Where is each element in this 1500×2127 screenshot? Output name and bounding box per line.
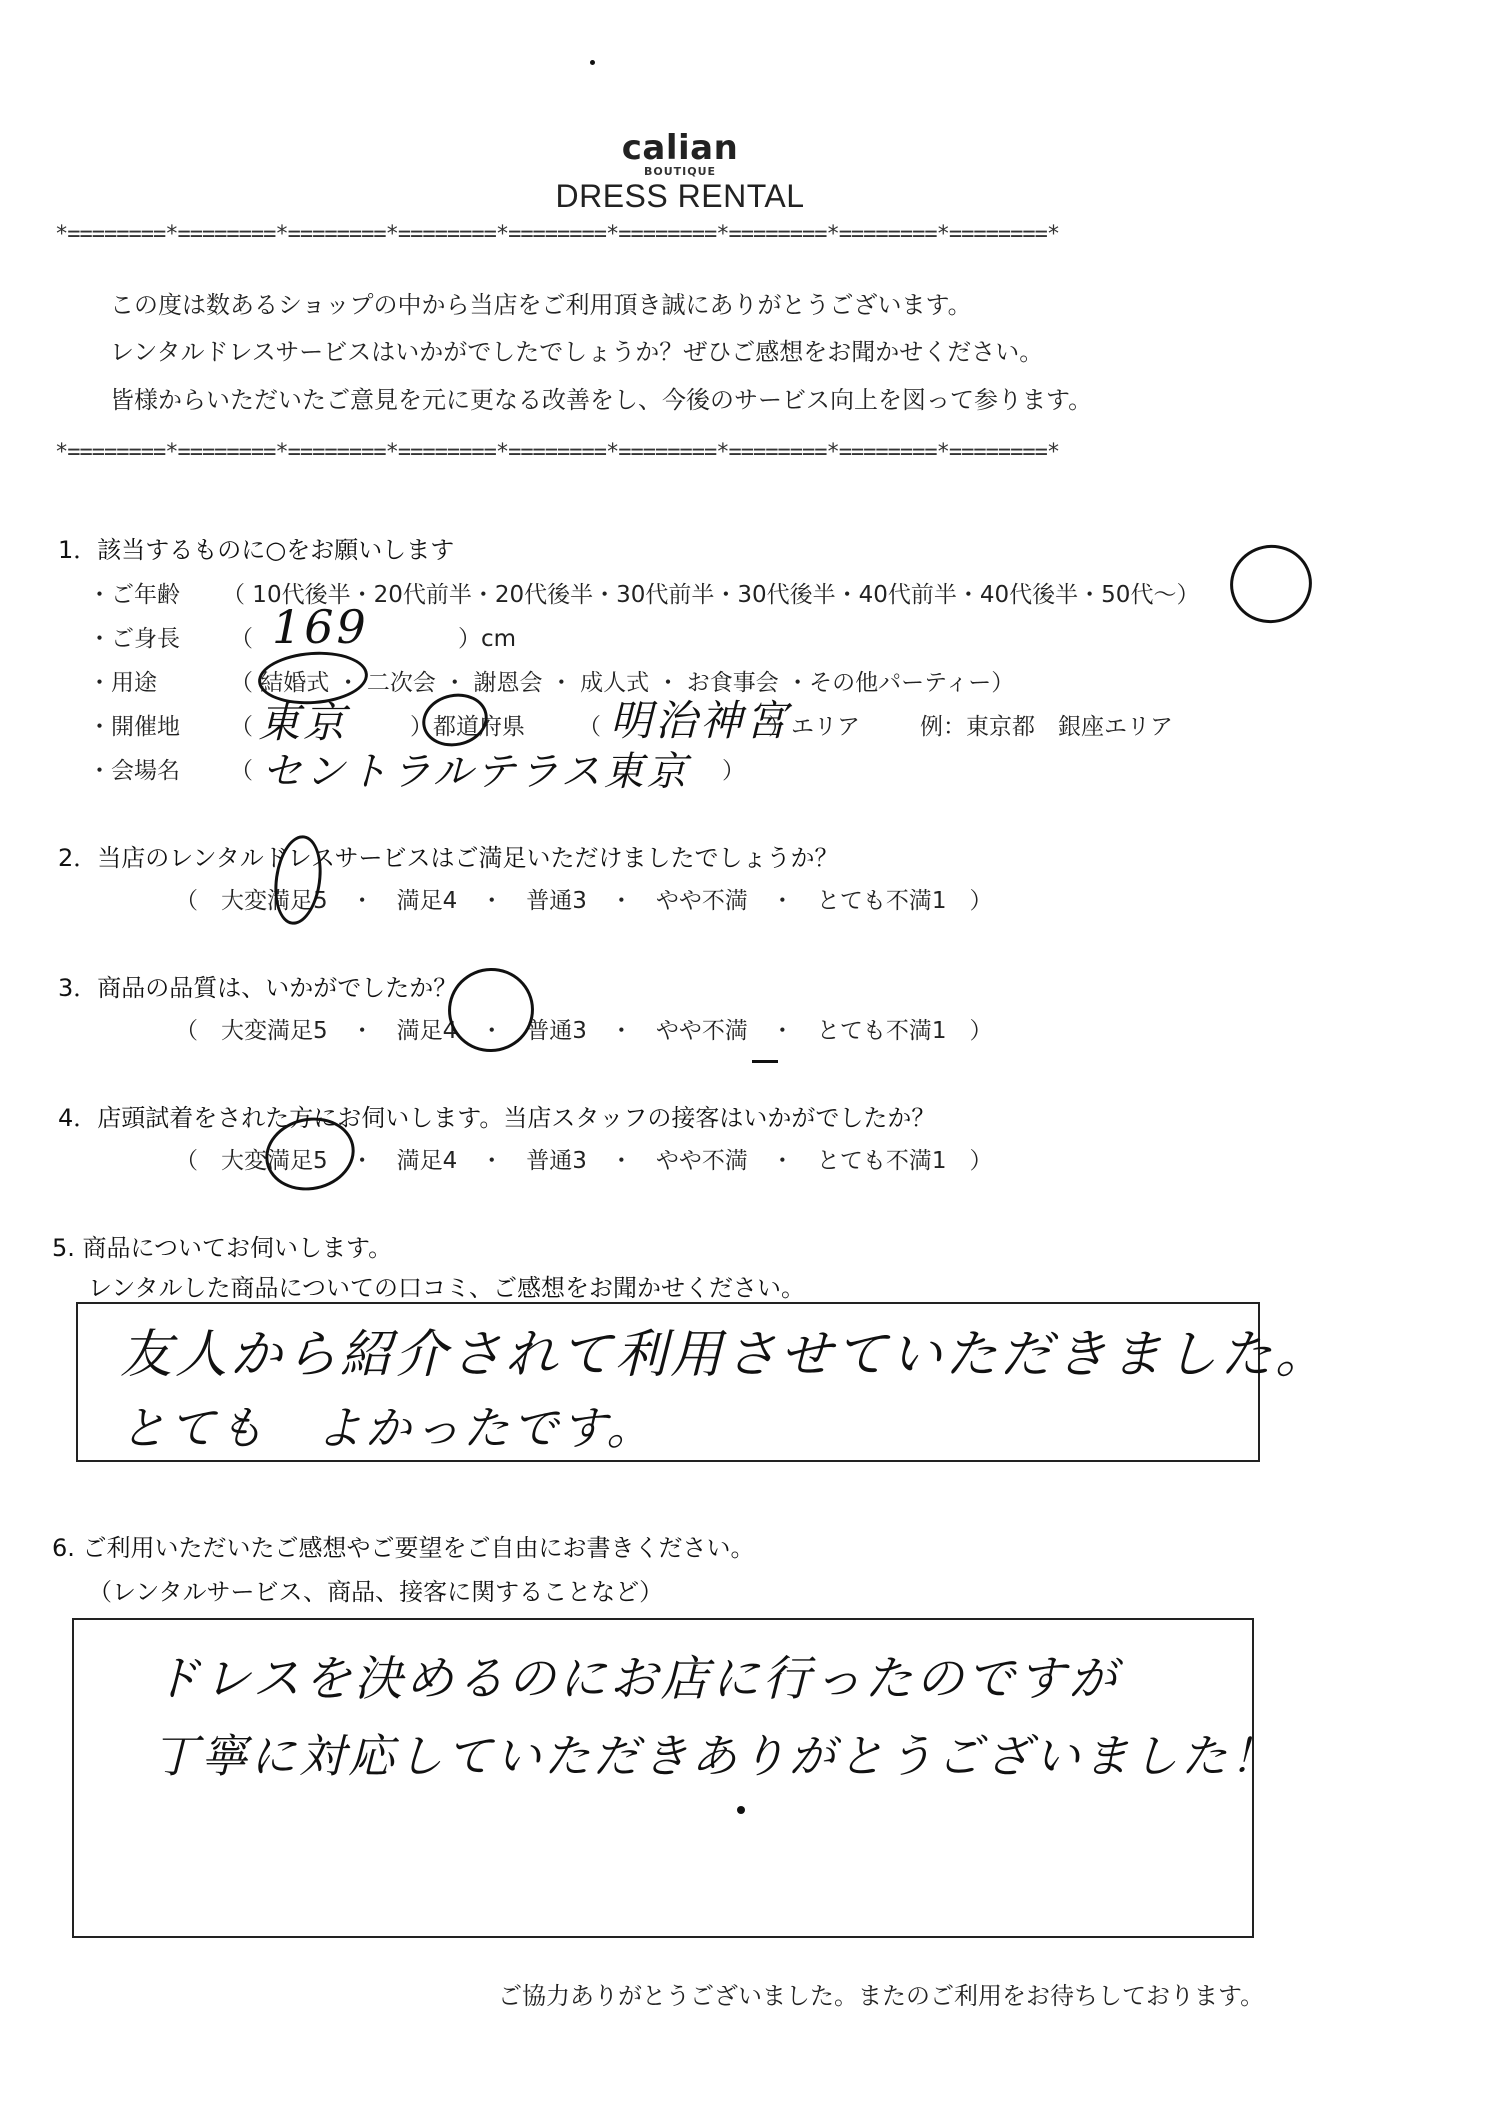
- q2-options: （ 大変満足5 ・ 満足4 ・ 普通3 ・ やや不満 ・ とても不満1 ）: [175, 888, 993, 914]
- intro-line-1: この度は数あるショップの中から当店をご利用頂き誠にありがとうございます。: [110, 291, 972, 319]
- q4-title: 4．店頭試着をされた方にお伺いします。当店スタッフの接客はいかがでしたか？: [58, 1104, 936, 1132]
- hall-label: ・会場名: [88, 758, 180, 784]
- brand-logo: calian: [621, 128, 739, 168]
- venue-label: ・開催地: [88, 714, 180, 740]
- q3-title: 3．商品の品質は、いかがでしたか？: [58, 974, 458, 1002]
- q1-title: 1．該当するものに○をお願いします: [58, 536, 455, 564]
- intro-line-2: レンタルドレスサービスはいかがでしたでしょうか？ぜひご感想をお聞かせください。: [110, 338, 1044, 366]
- age-selection-circle: [1223, 537, 1319, 630]
- q5-answer-line-2: とても よかったです。: [120, 1401, 656, 1455]
- q5-title: 5. 商品についてお伺いします。: [52, 1234, 393, 1262]
- q6-answer-box: [72, 1618, 1279, 1938]
- scan-speck: [590, 60, 595, 65]
- brand-subtitle: BOUTIQUE: [643, 165, 717, 178]
- q6-title: 6. ご利用いただいたご感想やご要望をご自由にお書きください。: [52, 1534, 755, 1562]
- venue-prefecture-handwritten: 東京: [258, 698, 349, 747]
- footer-thanks: ご協力ありがとうございました。またのご利用をお待ちしております。: [498, 1982, 1265, 2010]
- venue-area-handwritten: 明治神宮: [610, 696, 791, 745]
- venue-prefecture-label: ）都道府県: [410, 714, 525, 740]
- q5-answer-box: [76, 1302, 1331, 1462]
- height-value-handwritten: 169: [272, 600, 369, 654]
- hall-close-paren: ）: [722, 758, 745, 784]
- venue-area-label: ）エリア: [768, 714, 860, 740]
- separator-top: *========*========*========*========*========*========*========*========*========*: [55, 222, 1060, 247]
- stray-dot: [737, 1806, 745, 1814]
- hall-name-handwritten: セントラルテラス東京: [262, 749, 690, 795]
- venue-open-paren: （: [230, 714, 253, 740]
- venue-example: 例：東京都 銀座エリア: [920, 714, 1173, 740]
- q5-subtitle: レンタルした商品についての口コミ、ご感想をお聞かせください。: [88, 1274, 805, 1302]
- q6-subtitle: （レンタルサービス、商品、接客に関することなど）: [88, 1578, 664, 1606]
- q6-answer-line-1: ドレスを決めるのにお店に行ったのですが: [152, 1651, 1120, 1707]
- height-open-paren: （: [230, 626, 253, 652]
- q3-options: （ 大変満足5 ・ 満足4 ・ 普通3 ・ やや不満 ・ とても不満1 ）: [175, 1018, 993, 1044]
- separator-bottom: *========*========*========*========*========*========*========*========*========*: [55, 440, 1060, 465]
- age-label: ・ご年齢: [88, 582, 180, 608]
- intro-line-3: 皆様からいただいたご意見を元に更なる改善をし、今後のサービス向上を図って参ります。: [110, 386, 1093, 414]
- hall-open-paren: （: [230, 758, 253, 784]
- form-title: DRESS RENTAL: [555, 178, 805, 214]
- height-unit: ）cm: [458, 626, 517, 652]
- age-options: （ 10代後半・20代前半・20代後半・30代前半・30代後半・40代前半・40代後半・50代～）: [222, 582, 1200, 608]
- q5-answer-line-1: 友人から紹介されて利用させていただきました。: [120, 1325, 1331, 1385]
- height-label: ・ご身長: [88, 626, 180, 652]
- purpose-label: ・用途: [88, 670, 157, 696]
- venue-area-open-paren: （: [578, 714, 601, 740]
- q4-options: （ 大変満足5 ・ 満足4 ・ 普通3 ・ やや不満 ・ とても不満1 ）: [175, 1148, 993, 1174]
- purpose-options: （ 結婚式 ・ 二次会 ・ 謝恩会 ・ 成人式 ・ お食事会 ・その他パーティー）: [230, 670, 1015, 696]
- q6-answer-line-2: 丁寧に対応していただきありがとうございました！: [152, 1729, 1279, 1783]
- q2-title: 2．当店のレンタルドレスサービスはご満足いただけましたでしょうか？: [58, 844, 839, 872]
- stray-mark: [752, 1060, 778, 1063]
